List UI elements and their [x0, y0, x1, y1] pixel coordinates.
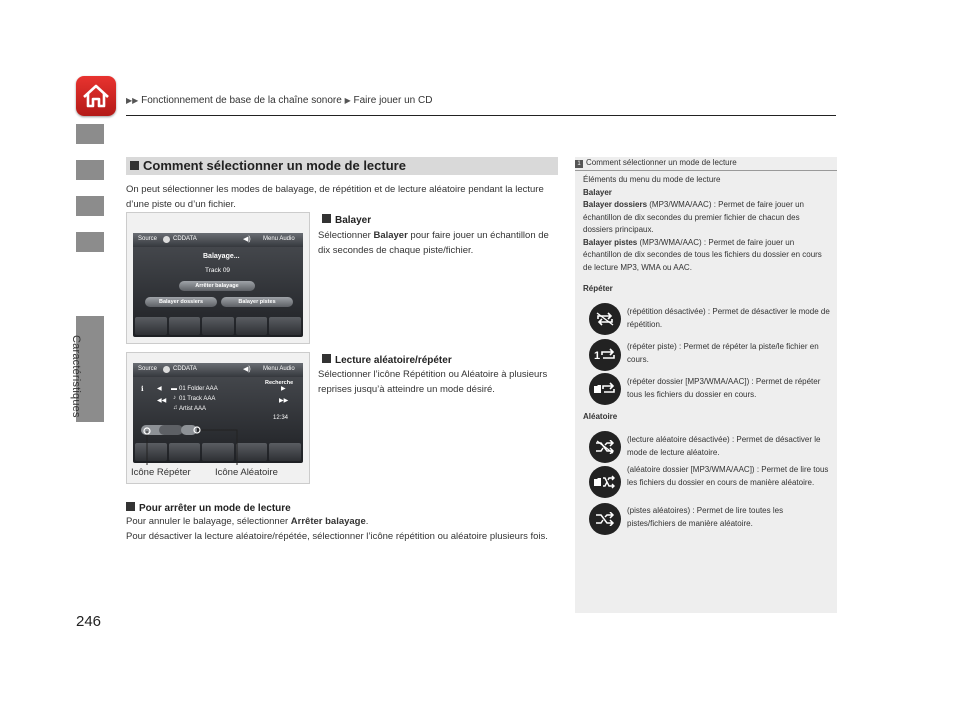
preset-button[interactable]	[202, 317, 234, 335]
aleatoire-text: Sélectionner l’icône Répétition ou Aléatoire à plusieurs reprises jusqu’à atteindre un mode désiré.	[318, 369, 548, 395]
prev-track-icon[interactable]: ◀◀	[157, 398, 167, 404]
next-track-icon[interactable]: ▶▶	[279, 398, 289, 404]
bottom-button-row	[135, 317, 301, 335]
stop-scan-button[interactable]: Arrêter balayage	[179, 281, 255, 291]
arreter-heading: Pour arrêter un mode de lecture	[126, 502, 291, 514]
balayer-heading: Balayer	[322, 214, 371, 226]
header-divider	[126, 115, 836, 116]
audio-topbar	[133, 233, 303, 247]
preset-button[interactable]	[135, 317, 167, 335]
random-tracks-icon	[589, 503, 621, 535]
sidebar-tab-inactive	[76, 232, 104, 252]
repeat-track-icon	[589, 339, 621, 371]
elapsed-time: 12:34	[273, 415, 289, 421]
cddata-label: CDDATA	[173, 366, 197, 372]
folder-name: 01 Folder AAA	[179, 386, 218, 392]
notes-intro: Éléments du menu du mode de lecture Balayer Balayer dossiers (MP3/WMA/AAC) : Permet de faire jouer un échantillon de dix secondes du premier fichier de chacun des dossiers principaux. Balayer pistes (MP3/WMA/AAC) : Permet de faire jouer un échantillon de dix secondes de tous les fichiers du dossier en cours de lecture MP3, WMA ou AAC.	[583, 175, 822, 272]
sidebar-chapter-label: Caractéristiques	[70, 335, 82, 418]
random-item: (aléatoire dossier [MP3/WMA/AAC]) : Permet de lire tous les fichiers du dossier en cours de manière aléatoire.	[627, 465, 829, 487]
track-number: Track 09	[205, 267, 231, 274]
cddata-label: CDDATA	[173, 236, 197, 242]
page-number: 246	[76, 613, 102, 630]
repeat-item: (répétition désactivée) : Permet de désactiver le mode de répétition.	[627, 307, 830, 329]
volume-icon: ◀)	[243, 366, 251, 373]
sidebar-tab-inactive	[76, 196, 104, 216]
track-name: 01 Track AAA	[179, 396, 216, 402]
callout-lines	[127, 353, 311, 485]
note-icon: ♪	[173, 395, 176, 401]
artist-name: Artist AAA	[179, 406, 207, 412]
screenshot-balayer	[126, 212, 310, 344]
source-button[interactable]: Source	[138, 236, 158, 242]
bullet-square-icon	[126, 502, 135, 511]
bullet-square-icon	[130, 161, 139, 170]
preset-button[interactable]	[169, 317, 201, 335]
sidebar-tab-inactive	[76, 124, 104, 144]
home-icon	[76, 76, 116, 116]
intro-paragraph: On peut sélectionner les modes de balayage, de répétition et de lecture aléatoire pendant la lecture d’une piste ou d’un fichier.	[126, 184, 544, 210]
bullet-square-icon	[322, 354, 331, 363]
callout-repeat-label: Icône Répéter	[131, 467, 191, 478]
sidebar-tab-inactive	[76, 160, 104, 180]
repeat-off-icon	[589, 303, 621, 335]
arreter-text: Pour annuler le balayage, sélectionner Arrêter balayage. Pour désactiver la lecture aléatoire/répétée, sélectionner l’icône répétition ou aléatoire plusieurs fois.	[126, 516, 548, 542]
folder-icon: ▬	[171, 386, 177, 392]
volume-icon: ◀)	[243, 236, 251, 243]
source-button[interactable]: Source	[138, 366, 158, 372]
random-item: (lecture aléatoire désactivée) : Permet de désactiver le mode de lecture aléatoire.	[627, 435, 821, 457]
scan-tracks-button[interactable]: Balayer pistes	[221, 297, 293, 307]
random-item: (pistes aléatoires) : Permet de lire toutes les pistes/fichiers de manière aléatoire.	[627, 506, 784, 528]
notes-header[interactable]: Comment sélectionner un mode de lecture	[586, 158, 737, 167]
callout-random-label: Icône Aléatoire	[215, 467, 278, 478]
disc-icon	[163, 236, 170, 243]
repeat-item: (répéter piste) : Permet de répéter la piste/le fichier en cours.	[627, 342, 819, 364]
section-title: Comment sélectionner un mode de lecture	[130, 158, 406, 173]
audio-display	[133, 233, 303, 337]
prev-folder-icon[interactable]: ◀	[157, 386, 162, 392]
repeat-item: (répéter dossier [MP3/WMA/AAC]) : Permet de répéter tous les fichiers du dossier en cours.	[627, 377, 821, 399]
aleatoire-heading: Lecture aléatoire/répéter	[322, 354, 452, 366]
menu-audio-button[interactable]: Menu Audio	[263, 366, 295, 372]
preset-button[interactable]	[236, 317, 268, 335]
repeat-heading: Répéter	[583, 284, 613, 293]
breadcrumb-arrows: ▶▶	[126, 96, 139, 105]
screenshot-repeat-random	[126, 352, 310, 484]
repeat-folder-icon	[589, 373, 621, 405]
home-button[interactable]	[76, 76, 116, 116]
note-number-icon: 1	[575, 160, 583, 168]
random-off-icon	[589, 431, 621, 463]
scan-status: Balayage...	[203, 253, 240, 260]
notes-divider	[575, 170, 837, 171]
breadcrumb-link-cd[interactable]: Faire jouer un CD	[353, 95, 433, 106]
scan-folders-button[interactable]: Balayer dossiers	[145, 297, 217, 307]
balayer-text: Sélectionner Balayer pour faire jouer un échantillon de dix secondes de chaque piste/fichier.	[318, 230, 549, 256]
breadcrumb-link-audio[interactable]: Fonctionnement de base de la chaîne sonore	[141, 95, 342, 106]
preset-button[interactable]	[269, 317, 301, 335]
svg-text:1: 1	[594, 350, 601, 362]
random-heading: Aléatoire	[583, 412, 618, 421]
artist-icon: ♫	[173, 405, 178, 411]
menu-audio-button[interactable]: Menu Audio	[263, 236, 295, 242]
info-icon[interactable]: ℹ	[141, 386, 144, 393]
breadcrumb-separator: ▶	[344, 96, 351, 105]
next-folder-icon[interactable]: ▶	[281, 386, 286, 392]
bullet-square-icon	[322, 214, 331, 223]
random-folder-icon	[589, 466, 621, 498]
breadcrumb	[126, 95, 432, 106]
search-button[interactable]: Recherche	[265, 380, 294, 386]
